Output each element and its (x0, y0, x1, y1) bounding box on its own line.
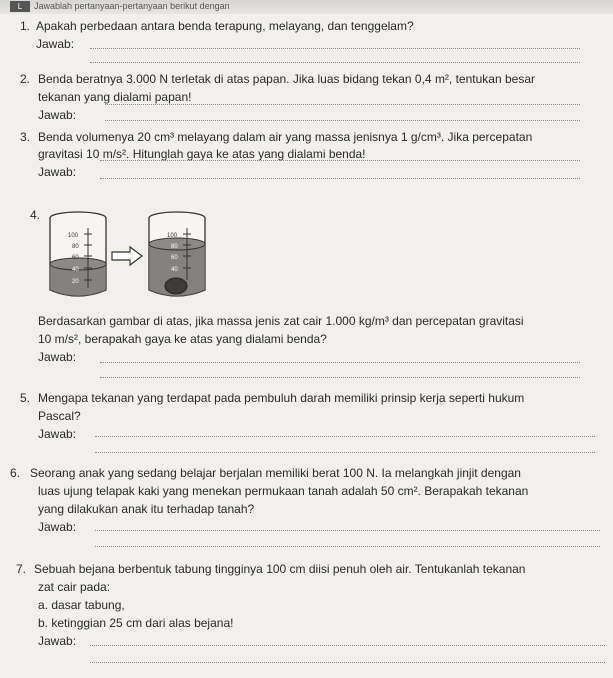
q2-line1: Benda beratnya 3.000 N terletak di atas papan. Jika luas bidang tekan 0,4 m², tentukan besar (38, 72, 535, 86)
q2-answer-line[interactable] (105, 120, 580, 121)
q5-line2: Pascal? (38, 409, 81, 423)
cylinder-after (149, 212, 205, 296)
q4-answer-line[interactable] (100, 377, 580, 378)
q6-line3: yang dilakukan anak itu terhadap tanah? (38, 502, 255, 516)
q4-number: 4. (30, 208, 41, 222)
q6-answer-label: Jawab: (38, 520, 77, 534)
q7-line2: zat cair pada: (38, 580, 111, 594)
q2-number: 2. (20, 72, 31, 86)
q1-number: 1. (20, 19, 31, 33)
q3-answer-line[interactable] (100, 178, 580, 179)
cylinder-figure (40, 208, 230, 308)
worksheet-header (0, 0, 613, 14)
q7-item-b: b. ketinggian 25 cm dari alas bejana! (38, 616, 234, 630)
section-badge: L (10, 1, 30, 12)
q2-answer-label: Jawab: (38, 108, 77, 122)
section-title: Jawablah pertanyaan-pertanyaan berikut dengan (34, 1, 230, 11)
right-tick-label: 40 (171, 267, 178, 273)
q3-answer-line[interactable] (100, 160, 580, 161)
q7-number: 7. (16, 562, 27, 576)
submerged-object (165, 278, 187, 294)
q5-line1: Mengapa tekanan yang terdapat pada pembuluh darah memiliki prinsip kerja seperti hukum (38, 391, 525, 405)
right-tick-label: 60 (171, 255, 178, 261)
arrow-icon (112, 247, 142, 265)
q5-answer-line[interactable] (95, 452, 595, 453)
left-tick-label: 100 (68, 233, 79, 239)
q4-answer-label: Jawab: (38, 350, 77, 364)
q2-answer-line[interactable] (105, 104, 580, 105)
right-tick-label: 80 (171, 244, 178, 250)
q5-answer-line[interactable] (95, 436, 595, 437)
left-tick-label: 60 (72, 255, 79, 261)
q6-line1: Seorang anak yang sedang belajar berjalan memiliki berat 100 N. Ia melangkah jinjit dengan (30, 466, 521, 480)
q7-answer-line[interactable] (90, 662, 605, 663)
q1-answer-line[interactable] (90, 62, 580, 63)
q4-answer-line[interactable] (100, 362, 580, 363)
q3-answer-label: Jawab: (38, 165, 77, 179)
q7-line1: Sebuah bejana berbentuk tabung tingginya 100 cm diisi penuh oleh air. Tentukanlah tekanan (34, 562, 526, 576)
q7-answer-line[interactable] (90, 645, 605, 646)
left-tick-label: 80 (72, 244, 79, 250)
q4-line1: Berdasarkan gambar di atas, jika massa jenis zat cair 1.000 kg/m³ dan percepatan gravitasi (38, 314, 524, 328)
q7-item-a: a. dasar tabung, (38, 598, 125, 612)
q7-answer-label: Jawab: (38, 634, 77, 648)
left-tick-label: 40 (72, 267, 79, 273)
q3-line2: gravitasi 10 m/s². Hitunglah gaya ke atas yang dialami benda! (38, 147, 366, 161)
q1-text: Apakah perbedaan antara benda terapung, melayang, dan tenggelam? (36, 19, 414, 33)
q1-answer-line[interactable] (90, 48, 580, 49)
q5-answer-label: Jawab: (38, 427, 77, 441)
q6-answer-line[interactable] (95, 530, 600, 531)
right-tick-label: 100 (167, 233, 178, 239)
q6-number: 6. (10, 466, 21, 480)
q4-line2: 10 m/s², berapakah gaya ke atas yang dialami benda? (38, 332, 327, 346)
q6-answer-line[interactable] (95, 546, 600, 547)
q3-number: 3. (20, 130, 31, 144)
q3-line1: Benda volumenya 20 cm³ melayang dalam air yang massa jenisnya 1 g/cm³. Jika percepatan (38, 130, 533, 144)
q6-line2: luas ujung telapak kaki yang menekan permukaan tanah adalah 50 cm². Berapakah tekanan (38, 484, 529, 498)
q5-number: 5. (20, 391, 31, 405)
q1-answer-label: Jawab: (36, 37, 75, 51)
q2-line2: tekanan yang dialami papan! (38, 90, 192, 104)
left-tick-label: 20 (72, 279, 79, 285)
